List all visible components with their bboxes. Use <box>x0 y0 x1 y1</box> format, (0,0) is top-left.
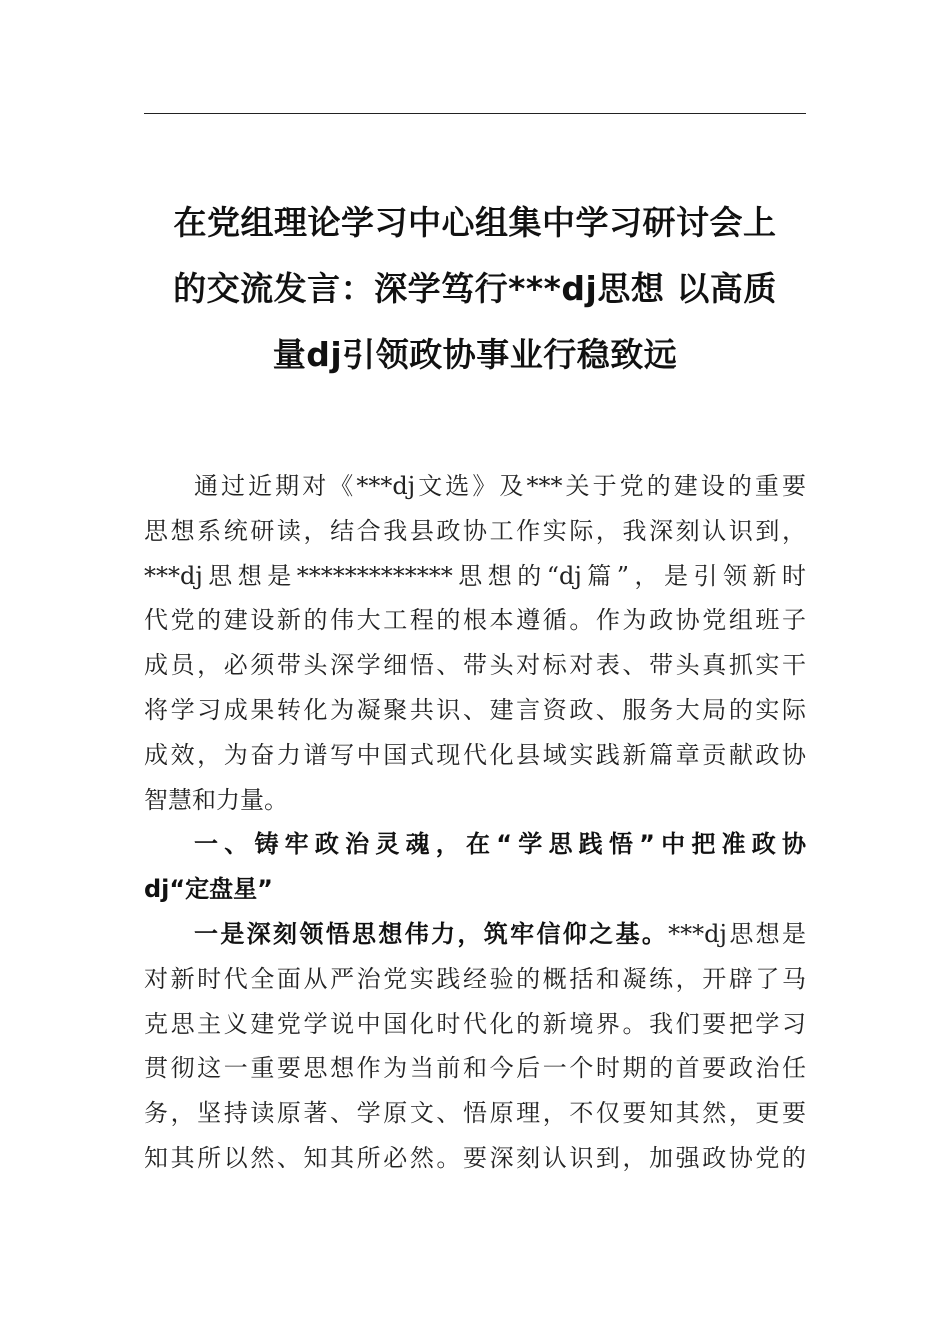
title-line: 的交流发言：深学笃行***dj思想 以高质 <box>173 269 777 308</box>
paragraph-line: 知其所以然、知其所必然。要深刻认识到，加强政协党的 <box>144 1143 806 1172</box>
intro-line: 思想系统研读，结合我县政协工作实际，我深刻认识到， <box>144 516 806 545</box>
intro-line: 将学习成果转化为凝聚共识、建言资政、服务大局的实际 <box>144 695 806 724</box>
paragraph-lead-rest: ***dj思想是 <box>668 919 807 948</box>
paragraph-line: 对新时代全面从严治党实践经验的概括和凝练，开辟了马 <box>144 964 806 993</box>
intro-line: 成效，为奋力谱写中国式现代化县域实践新篇章贡献政协 <box>144 740 806 769</box>
intro-line: ***dj思想是*************思想的“dj篇”，是引领新时 <box>144 561 806 590</box>
document-title <box>144 190 806 388</box>
paragraph-line: 贯彻这一重要思想作为当前和今后一个时期的首要政治任 <box>144 1054 806 1083</box>
intro-line: 代党的建设新的伟大工程的根本遵循。作为政协党组班子 <box>144 606 806 635</box>
title-line: 量dj引领政协事业行稳致远 <box>272 335 678 374</box>
intro-line: 智慧和力量。 <box>144 785 288 814</box>
paragraph-line: 克思主义建党学说中国化时代化的新境界。我们要把学习 <box>144 1009 806 1038</box>
section-heading-line: 一、铸牢政治灵魂，在“学思践悟”中把准政协 <box>194 830 806 859</box>
intro-line: 成员，必须带头深学细悟、带头对标对表、带头真抓实干 <box>144 651 806 680</box>
title-line: 在党组理论学习中心组集中学习研讨会上 <box>173 203 777 242</box>
paragraph-lead-bold: 一是深刻领悟思想伟力，筑牢信仰之基。 <box>194 919 669 948</box>
section-heading-line: dj“定盘星” <box>144 875 273 904</box>
intro-line: 通过近期对《***dj文选》及***关于党的建设的重要 <box>194 472 806 500</box>
paragraph-first-line <box>144 912 806 957</box>
document-body <box>144 464 806 1181</box>
header-rule <box>144 113 806 114</box>
paragraph-line: 务，坚持读原著、学原文、悟原理，不仅要知其然，更要 <box>144 1099 806 1128</box>
